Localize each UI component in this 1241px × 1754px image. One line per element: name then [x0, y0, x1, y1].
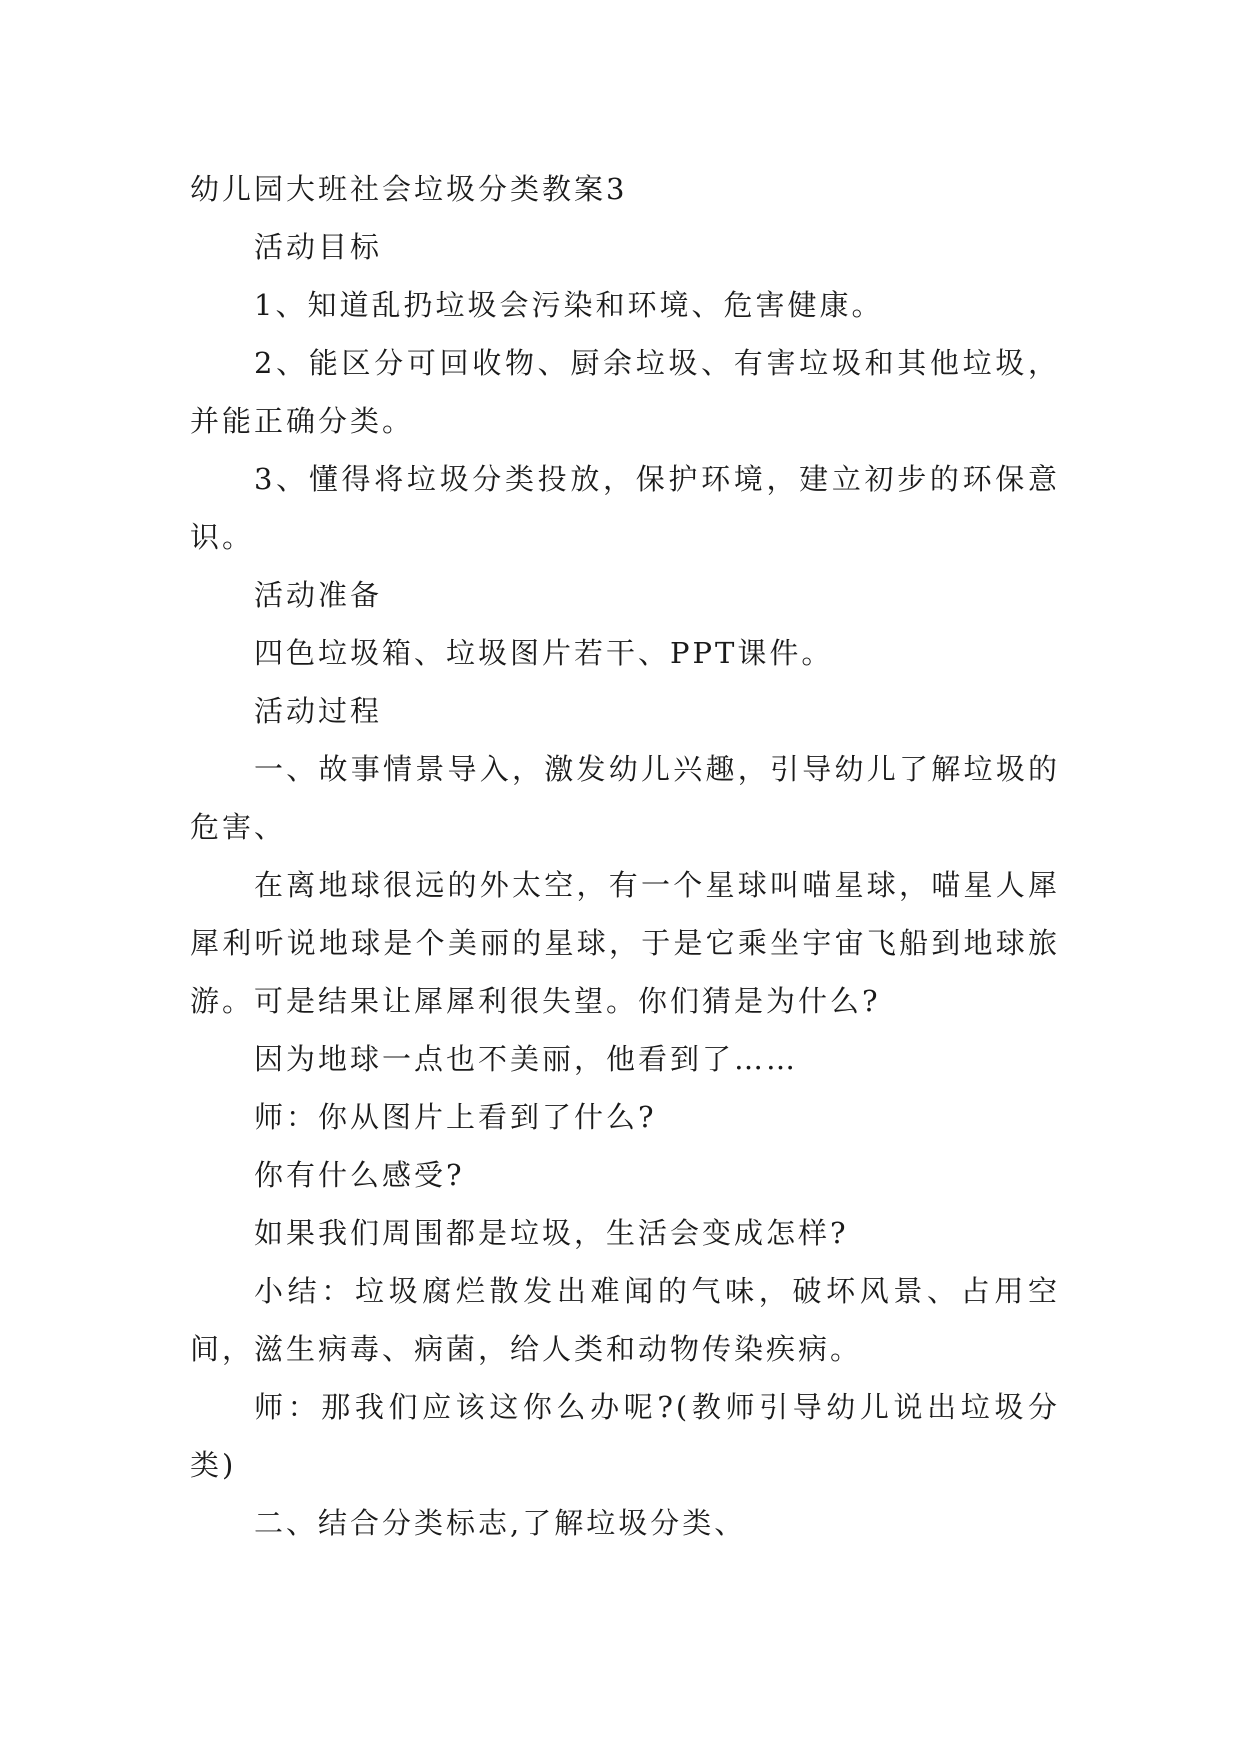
story-paragraph: 在离地球很远的外太空，有一个星球叫喵星球，喵星人犀犀利听说地球是个美丽的星球，于是它乘坐宇宙飞船到地球旅游。可是结果让犀犀利很失望。你们猜是为什么? — [190, 868, 1060, 1018]
heading-activity-preparation: 活动准备 — [254, 578, 383, 612]
teacher-question-1: 师：你从图片上看到了什么? — [254, 1100, 657, 1134]
teacher-question-2: 师：那我们应该这你么办呢?(教师引导幼儿说出垃圾分类) — [190, 1390, 1060, 1482]
goal-item-3: 3、懂得将垃圾分类投放，保护环境，建立初步的环保意识。 — [190, 462, 1060, 554]
document-body — [190, 160, 1060, 1552]
heading-activity-process: 活动过程 — [254, 694, 383, 728]
story-continuation: 因为地球一点也不美丽，他看到了…… — [254, 1042, 799, 1076]
summary-paragraph: 小结：垃圾腐烂散发出难闻的气味，破坏风景、占用空间，滋生病毒、病菌，给人类和动物传染疾病。 — [190, 1274, 1060, 1366]
goal-item-1: 1、知道乱扔垃圾会污染和环境、危害健康。 — [254, 288, 884, 322]
goal-item-2: 2、能区分可回收物、厨余垃圾、有害垃圾和其他垃圾，并能正确分类。 — [190, 346, 1060, 438]
process-step-1-heading: 一、故事情景导入，激发幼儿兴趣，引导幼儿了解垃圾的危害、 — [190, 752, 1060, 844]
process-step-2-heading: 二、结合分类标志,了解垃圾分类、 — [254, 1506, 747, 1540]
document-title: 幼儿园大班社会垃圾分类教案3 — [190, 172, 628, 206]
heading-activity-goals: 活动目标 — [254, 230, 383, 264]
question-feeling: 你有什么感受? — [254, 1158, 465, 1192]
question-surroundings: 如果我们周围都是垃圾，生活会变成怎样? — [254, 1216, 849, 1250]
preparation-materials: 四色垃圾箱、垃圾图片若干、PPT课件。 — [254, 636, 834, 670]
